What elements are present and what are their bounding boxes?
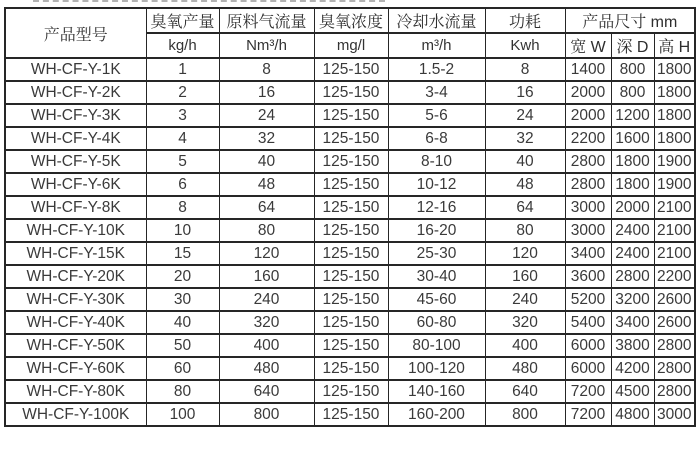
value-cell-cooling_water_flow: 10-12 (388, 173, 485, 196)
model-cell: WH-CF-Y-60K (5, 357, 146, 380)
value-cell-depth: 4800 (611, 403, 654, 426)
model-cell: WH-CF-Y-40K (5, 311, 146, 334)
value-cell-depth: 800 (611, 81, 654, 104)
value-cell-raw_gas_flow: 120 (219, 242, 314, 265)
model-cell: WH-CF-Y-30K (5, 288, 146, 311)
unit-cooling-water-flow: m³/h (388, 33, 485, 58)
value-cell-ozone_output: 10 (146, 219, 219, 242)
table-row (5, 403, 695, 426)
value-cell-ozone_concentration: 125-150 (314, 104, 388, 127)
value-cell-height: 2600 (654, 288, 695, 311)
value-cell-ozone_concentration: 125-150 (314, 58, 388, 81)
table-row (5, 173, 695, 196)
model-cell: WH-CF-Y-8K (5, 196, 146, 219)
value-cell-power: 16 (485, 81, 565, 104)
model-cell: WH-CF-Y-1K (5, 58, 146, 81)
value-cell-height: 2800 (654, 380, 695, 403)
value-cell-height: 1800 (654, 81, 695, 104)
value-cell-raw_gas_flow: 40 (219, 150, 314, 173)
value-cell-cooling_water_flow: 5-6 (388, 104, 485, 127)
value-cell-raw_gas_flow: 480 (219, 357, 314, 380)
table-row (5, 242, 695, 265)
value-cell-ozone_concentration: 125-150 (314, 81, 388, 104)
value-cell-ozone_output: 2 (146, 81, 219, 104)
col-header-model: 产品型号 (5, 8, 146, 58)
value-cell-cooling_water_flow: 160-200 (388, 403, 485, 426)
value-cell-width: 6000 (565, 334, 611, 357)
model-cell: WH-CF-Y-3K (5, 104, 146, 127)
value-cell-ozone_output: 100 (146, 403, 219, 426)
value-cell-depth: 4500 (611, 380, 654, 403)
value-cell-power: 400 (485, 334, 565, 357)
col-header-cooling-water-flow: 冷却水流量 (388, 8, 485, 33)
value-cell-height: 2800 (654, 357, 695, 380)
model-cell: WH-CF-Y-100K (5, 403, 146, 426)
value-cell-height: 2200 (654, 265, 695, 288)
value-cell-cooling_water_flow: 8-10 (388, 150, 485, 173)
value-cell-height: 2600 (654, 311, 695, 334)
value-cell-depth: 4200 (611, 357, 654, 380)
value-cell-width: 7200 (565, 403, 611, 426)
header-row-labels (5, 8, 695, 33)
value-cell-raw_gas_flow: 400 (219, 334, 314, 357)
value-cell-ozone_output: 6 (146, 173, 219, 196)
subheader-width: 宽 W (565, 33, 611, 58)
value-cell-raw_gas_flow: 8 (219, 58, 314, 81)
table-row (5, 311, 695, 334)
table-row (5, 219, 695, 242)
value-cell-cooling_water_flow: 1.5-2 (388, 58, 485, 81)
value-cell-ozone_concentration: 125-150 (314, 150, 388, 173)
model-cell: WH-CF-Y-4K (5, 127, 146, 150)
value-cell-power: 320 (485, 311, 565, 334)
value-cell-power: 800 (485, 403, 565, 426)
value-cell-depth: 2800 (611, 265, 654, 288)
value-cell-height: 1900 (654, 173, 695, 196)
value-cell-ozone_concentration: 125-150 (314, 219, 388, 242)
value-cell-depth: 2400 (611, 219, 654, 242)
value-cell-depth: 3400 (611, 311, 654, 334)
table-row (5, 357, 695, 380)
table-row (5, 58, 695, 81)
value-cell-ozone_output: 1 (146, 58, 219, 81)
value-cell-power: 24 (485, 104, 565, 127)
value-cell-ozone_output: 80 (146, 380, 219, 403)
value-cell-cooling_water_flow: 100-120 (388, 357, 485, 380)
value-cell-depth: 1800 (611, 173, 654, 196)
value-cell-cooling_water_flow: 16-20 (388, 219, 485, 242)
value-cell-ozone_concentration: 125-150 (314, 288, 388, 311)
value-cell-depth: 1800 (611, 150, 654, 173)
value-cell-width: 1400 (565, 58, 611, 81)
table-row (5, 104, 695, 127)
value-cell-height: 2100 (654, 219, 695, 242)
model-cell: WH-CF-Y-10K (5, 219, 146, 242)
value-cell-width: 3600 (565, 265, 611, 288)
value-cell-ozone_concentration: 125-150 (314, 380, 388, 403)
value-cell-raw_gas_flow: 160 (219, 265, 314, 288)
col-header-dimensions: 产品尺寸 mm (565, 8, 695, 33)
value-cell-ozone_concentration: 125-150 (314, 403, 388, 426)
value-cell-ozone_output: 3 (146, 104, 219, 127)
model-cell: WH-CF-Y-20K (5, 265, 146, 288)
value-cell-cooling_water_flow: 3-4 (388, 81, 485, 104)
value-cell-ozone_concentration: 125-150 (314, 127, 388, 150)
value-cell-raw_gas_flow: 800 (219, 403, 314, 426)
value-cell-power: 80 (485, 219, 565, 242)
table-row (5, 196, 695, 219)
value-cell-raw_gas_flow: 24 (219, 104, 314, 127)
model-cell: WH-CF-Y-2K (5, 81, 146, 104)
value-cell-depth: 1200 (611, 104, 654, 127)
value-cell-ozone_output: 5 (146, 150, 219, 173)
value-cell-ozone_concentration: 125-150 (314, 173, 388, 196)
value-cell-width: 5200 (565, 288, 611, 311)
value-cell-ozone_concentration: 125-150 (314, 334, 388, 357)
value-cell-cooling_water_flow: 80-100 (388, 334, 485, 357)
value-cell-ozone_output: 50 (146, 334, 219, 357)
value-cell-ozone_concentration: 125-150 (314, 265, 388, 288)
value-cell-raw_gas_flow: 80 (219, 219, 314, 242)
value-cell-power: 640 (485, 380, 565, 403)
table-row (5, 288, 695, 311)
value-cell-width: 7200 (565, 380, 611, 403)
value-cell-depth: 3800 (611, 334, 654, 357)
value-cell-ozone_concentration: 125-150 (314, 242, 388, 265)
value-cell-width: 5400 (565, 311, 611, 334)
value-cell-height: 1800 (654, 127, 695, 150)
model-cell: WH-CF-Y-6K (5, 173, 146, 196)
value-cell-depth: 1600 (611, 127, 654, 150)
value-cell-power: 160 (485, 265, 565, 288)
value-cell-ozone_concentration: 125-150 (314, 196, 388, 219)
model-cell: WH-CF-Y-15K (5, 242, 146, 265)
value-cell-raw_gas_flow: 640 (219, 380, 314, 403)
value-cell-raw_gas_flow: 48 (219, 173, 314, 196)
value-cell-width: 3400 (565, 242, 611, 265)
value-cell-depth: 800 (611, 58, 654, 81)
value-cell-height: 1800 (654, 104, 695, 127)
value-cell-ozone_output: 30 (146, 288, 219, 311)
value-cell-height: 2800 (654, 334, 695, 357)
value-cell-raw_gas_flow: 240 (219, 288, 314, 311)
value-cell-power: 480 (485, 357, 565, 380)
value-cell-power: 48 (485, 173, 565, 196)
col-header-ozone-concentration: 臭氧浓度 (314, 8, 388, 33)
value-cell-power: 40 (485, 150, 565, 173)
model-cell: WH-CF-Y-80K (5, 380, 146, 403)
value-cell-ozone_concentration: 125-150 (314, 311, 388, 334)
value-cell-ozone_output: 4 (146, 127, 219, 150)
unit-ozone-concentration: mg/l (314, 33, 388, 58)
value-cell-cooling_water_flow: 60-80 (388, 311, 485, 334)
value-cell-height: 2100 (654, 196, 695, 219)
value-cell-width: 2200 (565, 127, 611, 150)
value-cell-width: 2800 (565, 173, 611, 196)
value-cell-power: 120 (485, 242, 565, 265)
value-cell-height: 3000 (654, 403, 695, 426)
unit-power: Kwh (485, 33, 565, 58)
col-header-ozone-output: 臭氧产量 (146, 8, 219, 33)
value-cell-power: 64 (485, 196, 565, 219)
product-spec-table (4, 7, 696, 427)
value-cell-ozone_output: 15 (146, 242, 219, 265)
unit-raw-gas-flow: Nm³/h (219, 33, 314, 58)
unit-ozone-output: kg/h (146, 33, 219, 58)
value-cell-raw_gas_flow: 64 (219, 196, 314, 219)
value-cell-cooling_water_flow: 140-160 (388, 380, 485, 403)
value-cell-ozone_output: 40 (146, 311, 219, 334)
value-cell-ozone_output: 8 (146, 196, 219, 219)
value-cell-cooling_water_flow: 25-30 (388, 242, 485, 265)
table-row (5, 380, 695, 403)
col-header-power: 功耗 (485, 8, 565, 33)
value-cell-depth: 2000 (611, 196, 654, 219)
value-cell-height: 1900 (654, 150, 695, 173)
value-cell-cooling_water_flow: 45-60 (388, 288, 485, 311)
value-cell-height: 2100 (654, 242, 695, 265)
table-row (5, 265, 695, 288)
value-cell-raw_gas_flow: 320 (219, 311, 314, 334)
value-cell-width: 3000 (565, 219, 611, 242)
value-cell-height: 1800 (654, 58, 695, 81)
table-row (5, 334, 695, 357)
value-cell-raw_gas_flow: 32 (219, 127, 314, 150)
col-header-raw-gas-flow: 原料气流量 (219, 8, 314, 33)
subheader-depth: 深 D (611, 33, 654, 58)
value-cell-width: 6000 (565, 357, 611, 380)
value-cell-power: 32 (485, 127, 565, 150)
scan-artifact-dashed-line (33, 0, 385, 2)
table-row (5, 150, 695, 173)
value-cell-depth: 2400 (611, 242, 654, 265)
value-cell-power: 8 (485, 58, 565, 81)
value-cell-cooling_water_flow: 6-8 (388, 127, 485, 150)
value-cell-ozone_output: 20 (146, 265, 219, 288)
model-cell: WH-CF-Y-50K (5, 334, 146, 357)
value-cell-depth: 3200 (611, 288, 654, 311)
table-body (5, 58, 695, 426)
value-cell-ozone_output: 60 (146, 357, 219, 380)
value-cell-width: 2000 (565, 104, 611, 127)
value-cell-width: 3000 (565, 196, 611, 219)
model-cell: WH-CF-Y-5K (5, 150, 146, 173)
table-row (5, 127, 695, 150)
value-cell-width: 2000 (565, 81, 611, 104)
value-cell-cooling_water_flow: 30-40 (388, 265, 485, 288)
subheader-height: 高 H (654, 33, 695, 58)
value-cell-power: 240 (485, 288, 565, 311)
value-cell-raw_gas_flow: 16 (219, 81, 314, 104)
table-row (5, 81, 695, 104)
value-cell-ozone_concentration: 125-150 (314, 357, 388, 380)
value-cell-width: 2800 (565, 150, 611, 173)
value-cell-cooling_water_flow: 12-16 (388, 196, 485, 219)
table-header (5, 8, 695, 58)
